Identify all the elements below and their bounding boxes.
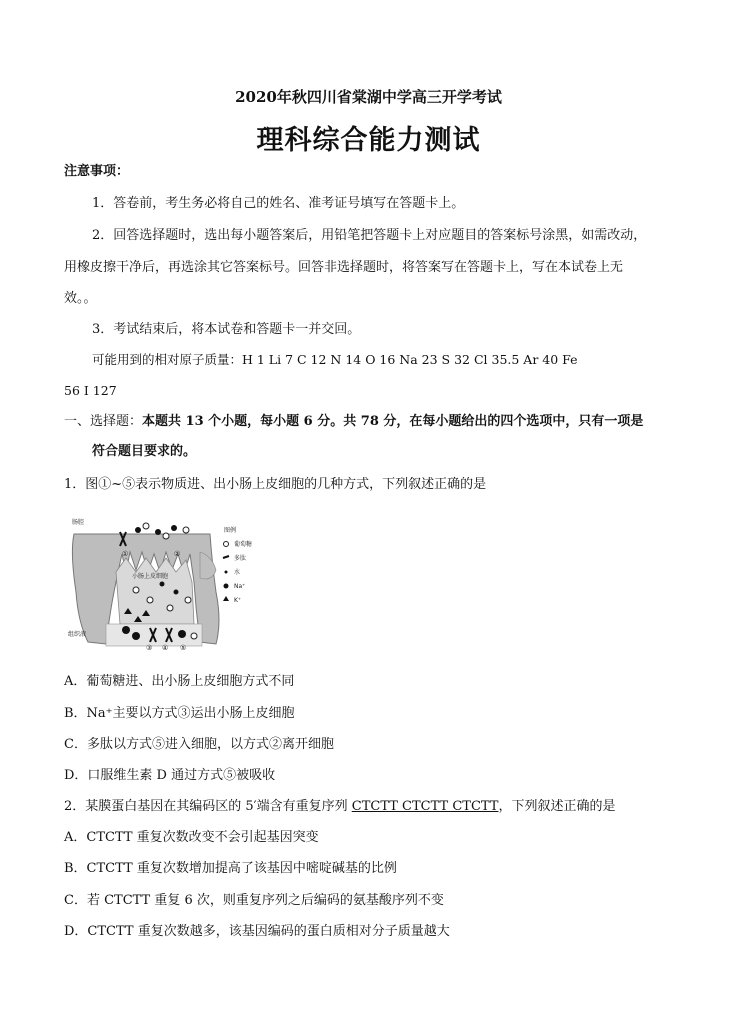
question-1-option-c: C．多肽以方式⑤进入细胞，以方式②离开细胞 xyxy=(64,737,334,752)
question-2-option-c: C．若 CTCTT 重复 6 次，则重复序列之后编码的氨基酸序列不变 xyxy=(64,893,444,908)
figure-label-lumen: 肠腔 xyxy=(72,519,85,526)
question-1-option-b: B．Na⁺主要以方式③运出小肠上皮细胞 xyxy=(64,706,295,721)
figure-circled-2: ② xyxy=(174,550,181,558)
question-2-stem xyxy=(64,799,616,815)
figure-legend-water: 水 xyxy=(234,569,241,576)
notice-item-1: 1．答卷前，考生务必将自己的姓名、准考证号填写在答题卡上。 xyxy=(92,196,465,211)
notice-item-2-line-3: 效。。 xyxy=(64,291,97,306)
section-1-desc-2: 符合题目要求的。 xyxy=(92,444,197,459)
figure-label-cell: 小肠上皮细胞 xyxy=(132,573,169,580)
section-1-label: 一、选择题： xyxy=(64,414,143,429)
figure-circled-5: ⑤ xyxy=(180,644,187,652)
figure-circled-1: ① xyxy=(122,550,129,558)
question-1-option-a: A．葡萄糖进、出小肠上皮细胞方式不同 xyxy=(64,674,295,689)
figure-circled-3: ③ xyxy=(146,644,153,652)
question-2-option-a: A．CTCTT 重复次数改变不会引起基因突变 xyxy=(64,830,319,845)
exam-subtitle: 理科综合能力测试 xyxy=(256,125,481,156)
repeat-sequence: CTCTT CTCTT CTCTT xyxy=(351,799,499,814)
figure-circled-4: ④ xyxy=(162,644,169,652)
intestinal-cell-figure xyxy=(66,512,272,652)
question-2-option-d: D．CTCTT 重复次数越多，该基因编码的蛋白质相对分子质量越大 xyxy=(64,924,450,939)
figure-legend-na: Na⁺ xyxy=(234,583,246,590)
figure-legend-peptide: 多肽 xyxy=(234,555,247,562)
question-1-option-d: D．口服维生素 D 通过方式⑤被吸收 xyxy=(64,768,276,783)
question-1-stem: 1．图①~⑤表示物质进、出小肠上皮细胞的几种方式，下列叙述正确的是 xyxy=(64,477,487,492)
notice-heading: 注意事项： xyxy=(64,164,130,179)
atomic-masses-line-2: 56 I 127 xyxy=(64,383,117,398)
notice-item-2-line-2: 用橡皮擦干净后，再选涂其它答案标号。回答非选择题时，将答案写在答题卡上，写在本试卷上无 xyxy=(64,260,624,275)
figure-label-tissue: 组织液 xyxy=(68,631,87,638)
question-2-option-b: B．CTCTT 重复次数增加提高了该基因中嘧啶碱基的比例 xyxy=(64,861,397,876)
notice-item-2-line-1: 2．回答选择题时，选出每小题答案后，用铅笔把答题卡上对应题目的答案标号涂黑，如需改动， xyxy=(92,228,647,243)
exam-title: 2020年秋四川省棠湖中学高三开学考试 xyxy=(235,88,502,106)
question-2-stem-post: ，下列叙述正确的是 xyxy=(498,799,616,814)
notice-item-3: 3．考试结束后，将本试卷和答题卡一并交回。 xyxy=(92,322,361,337)
figure-legend-glucose: 葡萄糖 xyxy=(234,541,253,548)
section-1-desc: 本题共 13 个小题，每小题 6 分。共 78 分，在每小题给出的四个选项中，只有一项是 xyxy=(142,414,644,429)
figure-legend-title: 图例 xyxy=(224,527,237,534)
atomic-masses-line-1: 可能用到的相对原子质量：H 1 Li 7 C 12 N 14 O 16 Na 23 S 32 Cl 35.5 Ar 40 Fe xyxy=(92,352,578,367)
figure-legend-k: K⁺ xyxy=(234,597,242,604)
question-2-stem-pre: 2．某膜蛋白基因在其编码区的 5′端含有重复序列 xyxy=(64,799,352,814)
section-1-heading xyxy=(64,414,643,430)
